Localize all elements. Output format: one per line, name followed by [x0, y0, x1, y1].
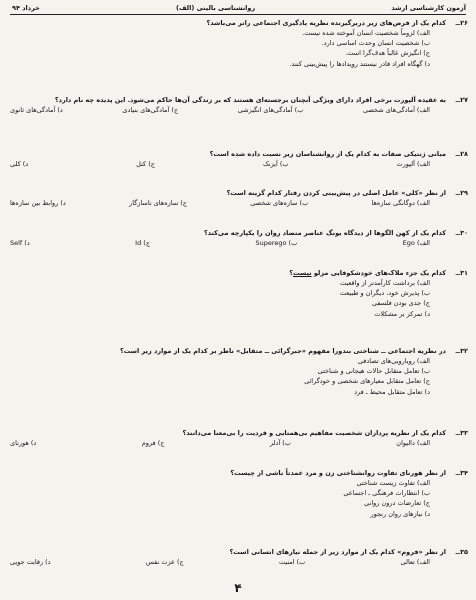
exam-subject: روانشناسی بالینی (الف) [175, 4, 256, 13]
option-c: ج) کتل [136, 160, 155, 169]
question-number: ۲۹ــ [455, 189, 468, 197]
question-33 [10, 429, 468, 447]
question-29 [10, 189, 468, 207]
option-d: د) تعامل متقابل محیط ـ فرد [354, 387, 430, 396]
option-c: ج) تعارضات درون روانی [364, 499, 430, 508]
option-d: د) کلی [10, 160, 29, 169]
question-27 [10, 96, 468, 114]
question-text: در نظریه اجتماعی ــ شناختی بندورا مفهوم «جبرگرائی ــ متقابل» ناظر بر کدام یک از موارد زیر است؟ [119, 347, 446, 355]
option-a: الف) رویارویی‌های تصادفی [357, 357, 430, 366]
option-b: ب) Superego [255, 239, 298, 248]
option-d: د) هورنای [10, 439, 37, 448]
exam-title: آزمون کارشناسی ارشد [391, 4, 466, 13]
question-number: ۲۸ــ [455, 150, 468, 158]
option-d: د) تمرکز بر مشکلات [374, 309, 430, 318]
question-text: کدام یک از کهن الگوها از دیدگاه یونگ عناصر متضاد روان را یکپارچه می‌کند؟ [203, 229, 446, 237]
page-header [12, 3, 466, 14]
option-d: د) نیازهای روان رنجور [370, 509, 430, 518]
question-31 [10, 269, 468, 318]
option-c: ج) سازه‌های ناسازگار [129, 199, 187, 208]
question-text: از نظر هورنای تفاوت روانشناختی زن و مرد عمدتاً ناشی از چیست؟ [230, 469, 446, 477]
option-b: ب) شخصیت انسان وحدت اساسی دارد. [321, 39, 430, 48]
question-30 [10, 229, 468, 247]
option-b: ب) سازه‌های شخصی [250, 199, 309, 208]
option-b: ب) امنیت [278, 558, 306, 567]
option-b: ب) پذیرش خود، دیگران و طبیعت [339, 289, 430, 298]
question-28 [10, 150, 468, 168]
question-text: کدام یک از فرض‌های زیر دربرگیرنده نظریه یادگیری اجتماعی راتر می‌باشد؟ [206, 19, 446, 27]
question-number: ۲۶ــ [455, 19, 468, 27]
page-number: ۴ [234, 581, 242, 595]
option-d: د) رقابت جویی [10, 558, 51, 567]
question-text [10, 269, 446, 277]
question-34 [10, 469, 468, 518]
question-text: به عقیده آلپورت برخی افراد دارای ویژگی آنچنان برجسته‌ای هستند که بر زندگی آن‌ها حاکم می‌شود. این پدیده چه نام دارد؟ [54, 96, 446, 104]
option-a: الف) Ego [402, 239, 430, 248]
question-number: ۳۳ــ [455, 429, 468, 437]
question-number: ۳۰ــ [455, 229, 468, 237]
option-d: د) گهگاه افراد قادر نیستند رویدادها را پیش‌بینی کنند. [289, 59, 430, 68]
question-number: ۳۲ــ [455, 347, 468, 355]
option-d: د) روابط بین سازه‌ها [10, 199, 66, 208]
option-a: الف) تفاوت زیست شناختی [356, 479, 430, 488]
option-c: ج) Id [135, 239, 151, 248]
option-b: ب) تعامل متقابل حالات هیجانی و شناختی [317, 367, 430, 376]
option-b: ب) آیزنک [262, 160, 289, 169]
question-32 [10, 347, 468, 396]
question-text-emphasis: نیست [292, 269, 312, 277]
exam-date: خرداد ۹۴ [12, 4, 40, 13]
question-text: از نظر «فروم» کدام یک از موارد زیر از جمله نیازهای انسانی است؟ [229, 548, 446, 556]
option-b: ب) انتظارات فرهنگی ـ اجتماعی [343, 489, 430, 498]
option-a: الف) تعالی [400, 558, 430, 567]
question-text-end: ؟ [289, 269, 293, 277]
option-a: الف) دوگانگی سازه‌ها [371, 199, 430, 208]
option-a: الف) آمادگی‌های شخصی [362, 106, 430, 115]
question-26 [10, 19, 468, 68]
option-b: ب) آدلر [269, 439, 291, 448]
option-c: ج) جدی بودن فلسفی [371, 299, 430, 308]
question-number: ۳۱ــ [455, 269, 468, 277]
option-c: ج) آمادگی‌های بنیادی [122, 106, 179, 115]
option-b: ب) آمادگی‌های انگیزشی [237, 106, 304, 115]
option-c: ج) فروم [141, 439, 165, 448]
option-c: ج) عزت نفس [145, 558, 184, 567]
question-text: مبانی ژنتیکی صفات به کدام یک از روانشناسان زیر نسبت داده شده است؟ [209, 150, 446, 158]
question-number: ۲۷ــ [455, 96, 468, 104]
question-35 [10, 548, 468, 566]
question-text-start: کدام یک جزء ملاک‌های خودشکوفایی مزلو [311, 269, 446, 277]
option-a: الف) آلپورت [396, 160, 430, 169]
question-text: از نظر «کلی» عامل اصلی در پیش‌بینی کردن رفتار کدام گزینه است؟ [226, 189, 446, 197]
option-a: الف) دالیوان [396, 439, 430, 448]
option-d: د) Self [10, 239, 30, 248]
option-d: د) آمادگی‌های ثانوی [10, 106, 63, 115]
option-c: ج) تعامل متقابل معیارهای شخصی و خودگرائی [304, 377, 430, 386]
option-c: ج) انگیزش غالباً هدف‌گرا است. [345, 49, 430, 58]
question-number: ۳۴ــ [455, 469, 468, 477]
question-text: کدام یک از نظریه پردازان شخصیت مفاهیم بی‌همتایی و فردیت را بی‌معنا می‌دانند؟ [182, 429, 446, 437]
option-a: الف) لزوماً شخصیت انسان آموخته شده نیست. [302, 29, 430, 38]
question-number: ۳۵ــ [455, 548, 468, 556]
header-rule [10, 14, 466, 15]
option-a: الف) برداشت کارآمدتر از واقعیت [339, 279, 430, 288]
